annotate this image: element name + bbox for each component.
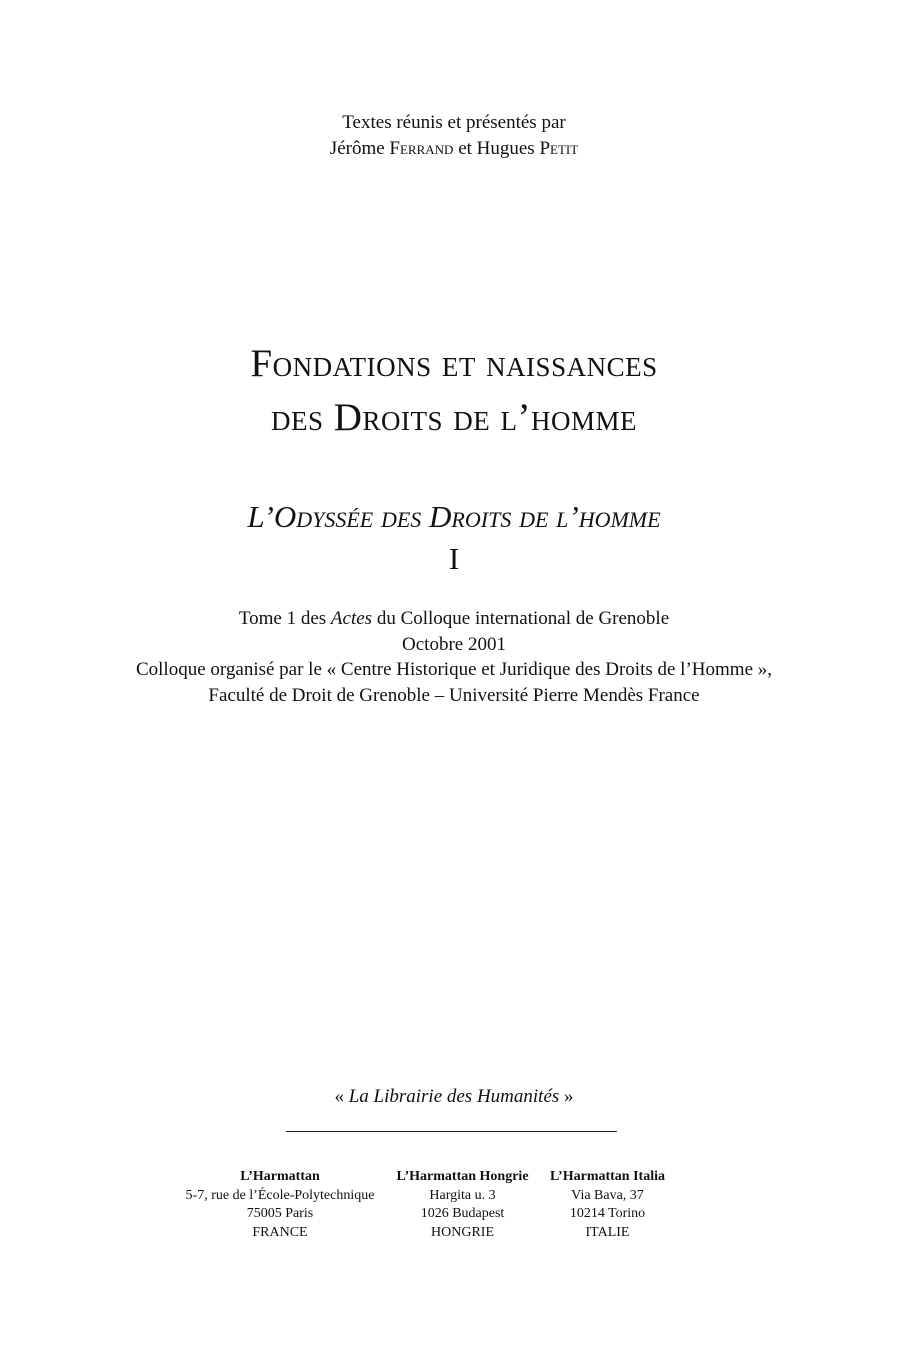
editor1-first-name: Jérôme	[329, 138, 385, 159]
editors-conjunction: et	[458, 138, 472, 159]
editors-names	[0, 136, 908, 162]
series-title: L’Odyssée des Droits de l’homme	[247, 499, 661, 534]
editor1-last-name: Ferrand	[389, 138, 454, 159]
editor2-last-name: Petit	[539, 138, 579, 159]
divider-rule	[286, 1131, 617, 1132]
editor2-first-name: Hugues	[476, 138, 535, 159]
collection-title: La Librairie des Humanités	[348, 1086, 560, 1107]
publisher-address: 5-7, rue de l’École-Polytechnique	[185, 1187, 375, 1203]
book-title	[0, 337, 908, 445]
collection-close-quote: »	[564, 1086, 574, 1107]
publisher-country: HONGRIE	[431, 1224, 494, 1240]
colloque-line1-after: du Colloque international de Grenoble	[376, 608, 670, 629]
book-title-line1: Fondations et naissances	[250, 342, 658, 385]
publisher-country: FRANCE	[252, 1224, 308, 1240]
publisher-name: L’Harmattan	[240, 1169, 320, 1184]
collection-name	[0, 1084, 908, 1110]
editors-block	[0, 110, 908, 162]
volume-number: I	[448, 541, 460, 576]
editors-intro: Textes réunis et présentés par	[342, 112, 566, 133]
colloque-line1-before: Tome 1 des	[238, 608, 327, 629]
colloque-line1-italic: Actes	[330, 608, 373, 629]
publisher-hongrie	[385, 1168, 540, 1242]
publisher-country: ITALIE	[585, 1224, 630, 1240]
colloque-organizer: Colloque organisé par le « Centre Historique et Juridique des Droits de l’Homme »,	[135, 659, 773, 680]
colloque-info	[0, 606, 908, 708]
colloque-line1	[0, 606, 908, 632]
publisher-city: 1026 Budapest	[420, 1206, 505, 1221]
publisher-address: Via Bava, 37	[571, 1187, 644, 1203]
colloque-date: Octobre 2001	[402, 633, 506, 655]
publisher-city: 75005 Paris	[246, 1206, 314, 1221]
book-title-line2: des Droits de l’homme	[271, 396, 637, 439]
publisher-france	[170, 1168, 390, 1242]
collection-open-quote: «	[334, 1086, 344, 1107]
publisher-city: 10214 Torino	[569, 1206, 646, 1221]
colloque-faculty: Faculté de Droit de Grenoble – Université Pierre Mendès France	[208, 684, 700, 706]
publisher-name: L’Harmattan Hongrie	[396, 1169, 529, 1184]
publisher-address: Hargita u. 3	[429, 1187, 496, 1203]
publisher-italia	[540, 1168, 675, 1242]
publisher-name: L’Harmattan Italia	[550, 1169, 665, 1184]
